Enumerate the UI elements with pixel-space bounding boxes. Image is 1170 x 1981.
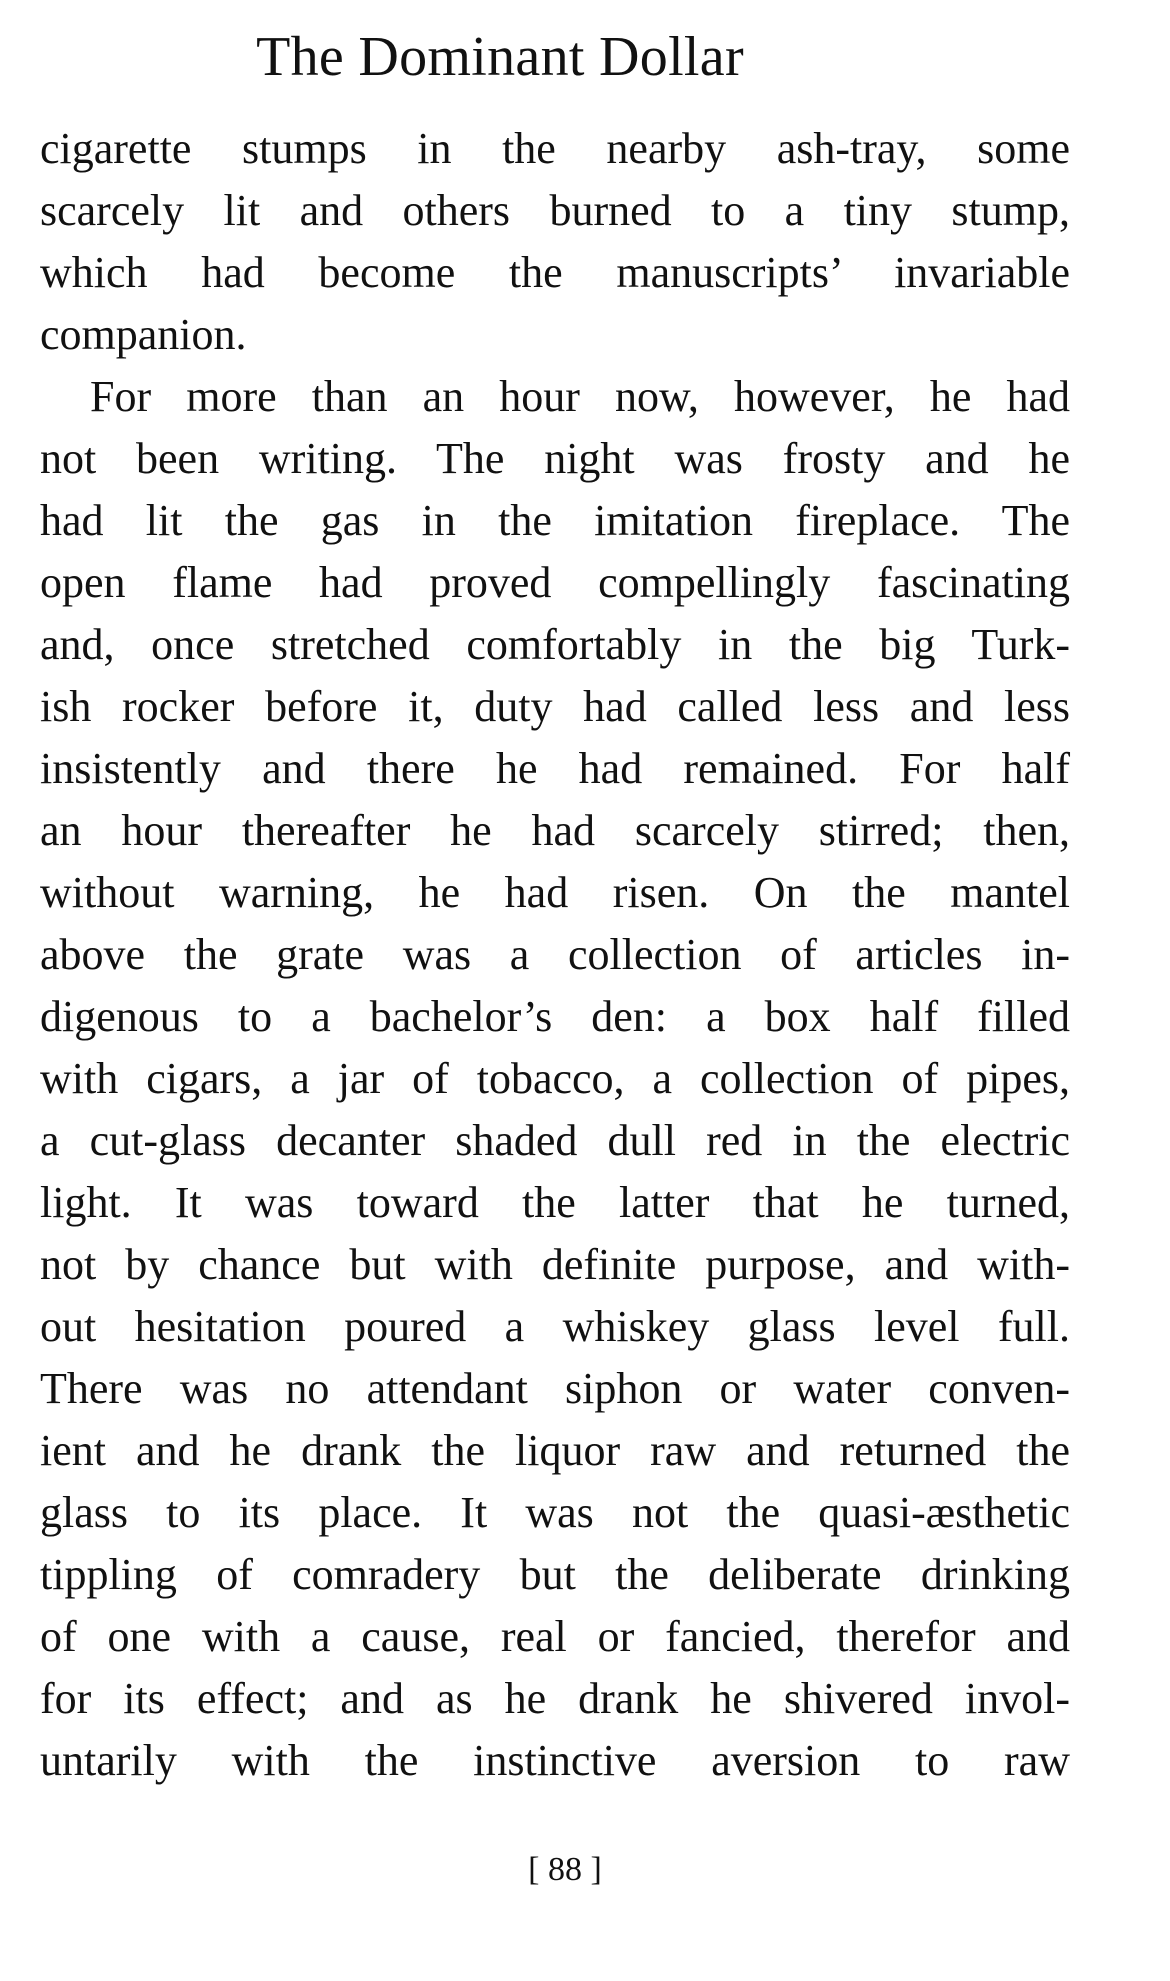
text-line: light. It was toward the latter that he turned,	[40, 1178, 1070, 1227]
paragraph-start-line: For more than an hour now, however, he had	[90, 372, 1070, 421]
text-line: glass to its place. It was not the quasi-æsthetic	[40, 1488, 1070, 1537]
text-line: digenous to a bachelor’s den: a box half filled	[40, 992, 1070, 1041]
text-line: above the grate was a collection of articles in-	[40, 930, 1070, 979]
text-line: not by chance but with definite purpose, and with-	[40, 1240, 1070, 1289]
text-line: scarcely lit and others burned to a tiny stump,	[40, 186, 1070, 235]
text-line: ish rocker before it, duty had called less and less	[40, 682, 1070, 731]
page-number: [ 88 ]	[528, 1851, 602, 1888]
text-line: and, once stretched comfortably in the big Turk-	[40, 620, 1070, 669]
text-line: for its effect; and as he drank he shivered invol-	[40, 1674, 1070, 1723]
running-head: The Dominant Dollar	[256, 26, 744, 88]
text-line: which had become the manuscripts’ invariable	[40, 248, 1070, 297]
text-line: There was no attendant siphon or water conven-	[40, 1364, 1070, 1413]
text-line: without warning, he had risen. On the mantel	[40, 868, 1070, 917]
text-line: companion.	[40, 310, 247, 359]
text-line: open flame had proved compellingly fascinating	[40, 558, 1070, 607]
text-line: cigarette stumps in the nearby ash-tray, some	[40, 124, 1070, 173]
text-line: out hesitation poured a whiskey glass level full.	[40, 1302, 1070, 1351]
text-line: tippling of comradery but the deliberate drinking	[40, 1550, 1070, 1599]
text-line: had lit the gas in the imitation fireplace. The	[40, 496, 1070, 545]
text-line: not been writing. The night was frosty and he	[40, 434, 1070, 483]
text-line: of one with a cause, real or fancied, therefor and	[40, 1612, 1070, 1661]
text-line: a cut-glass decanter shaded dull red in the electric	[40, 1116, 1070, 1165]
text-line: untarily with the instinctive aversion to raw	[40, 1736, 1070, 1785]
text-line: ient and he drank the liquor raw and returned the	[40, 1426, 1070, 1475]
text-line: insistently and there he had remained. For half	[40, 744, 1070, 793]
body-text	[40, 118, 1070, 1792]
text-line: an hour thereafter he had scarcely stirred; then,	[40, 806, 1070, 855]
text-line: with cigars, a jar of tobacco, a collection of pipes,	[40, 1054, 1070, 1103]
